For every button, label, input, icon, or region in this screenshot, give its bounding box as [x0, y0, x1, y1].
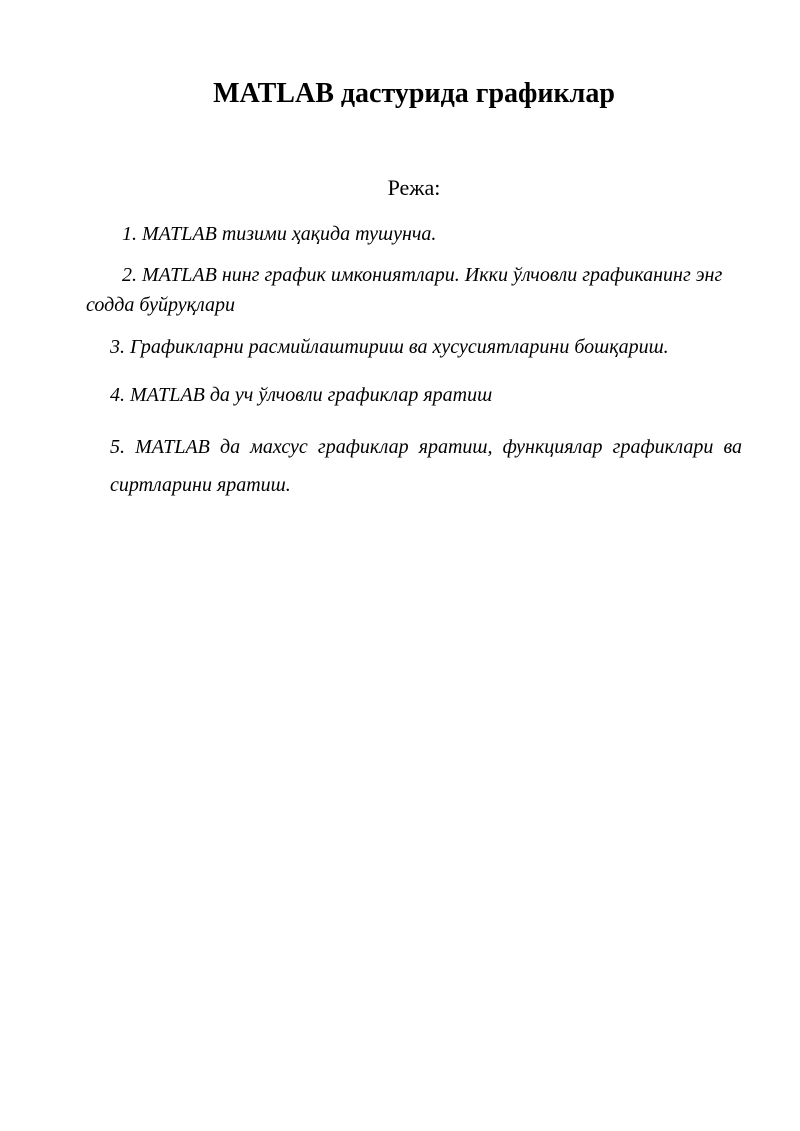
plan-item-3: 3. Графикларни расмийлаштириш ва хусусиятларини бошқариш. [110, 336, 669, 358]
plan-item-4: 4. MATLAB да уч ўлчовли графиклар яратиш [110, 384, 493, 406]
plan-item-2: 2. MATLAB нинг график имкониятлари. Икки ўлчовли графиканинг энг содда буйруқлари [86, 264, 723, 316]
plan-heading: Режа: [387, 175, 441, 200]
plan-item-5: 5. MATLAB да махсус графиклар яратиш, функциялар графиклари ва сиртларини яратиш. [110, 436, 742, 496]
document-title: MATLAB дастурида графиклар [213, 78, 615, 109]
plan-item-1: 1. MATLAB тизими ҳақида тушунча. [122, 223, 437, 245]
